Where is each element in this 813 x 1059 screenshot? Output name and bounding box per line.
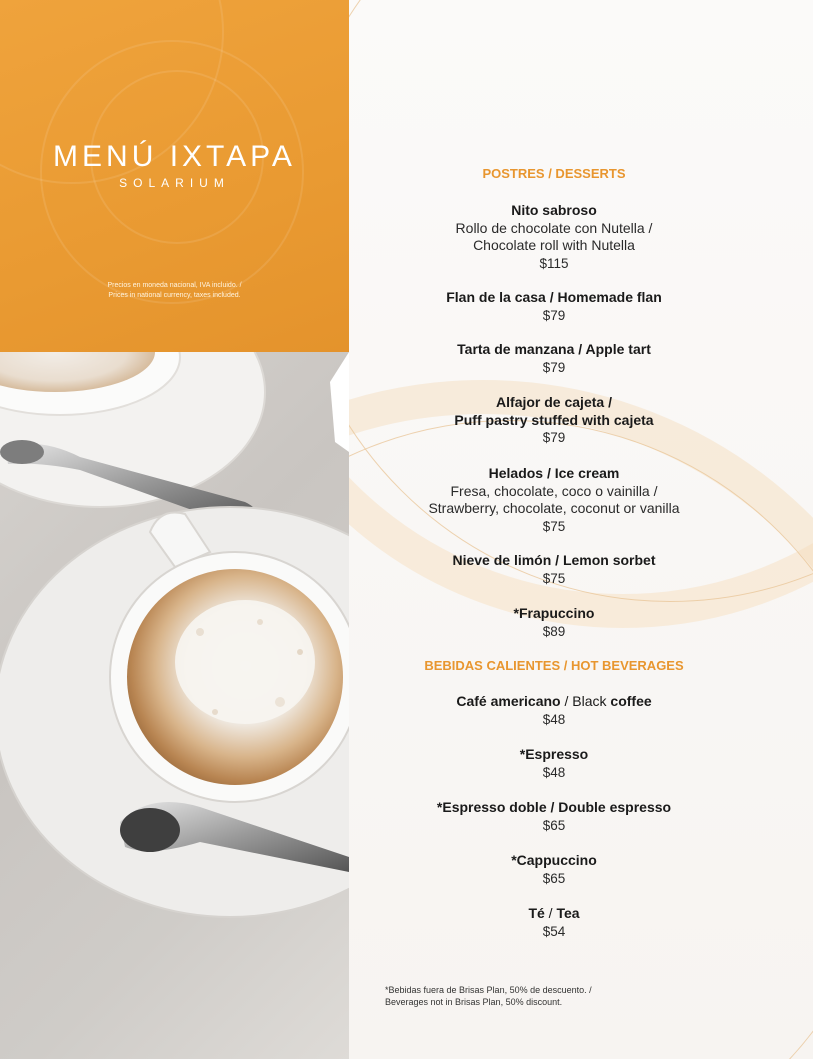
beverages-title: BEBIDAS CALIENTES / HOT BEVERAGES — [424, 658, 684, 673]
menu-item-espresso — [349, 746, 759, 781]
menu-subtitle: SOLARIUM — [119, 176, 230, 190]
item-name-es: Té — [528, 905, 549, 921]
coffee-cups-photo — [0, 352, 349, 1059]
footnote — [385, 984, 705, 1008]
menu-item-frapuccino — [349, 605, 759, 640]
item-name: Alfajor de cajeta / — [496, 394, 612, 410]
item-name: Tarta de manzana / Apple tart — [457, 341, 651, 357]
menu-item-americano — [349, 693, 759, 728]
item-name-en: Tea — [556, 905, 580, 921]
item-desc: Fresa, chocolate, coco o vainilla / — [450, 482, 658, 499]
item-desc: Rollo de chocolate con Nutella / — [455, 219, 653, 236]
item-name-sep: / Black — [560, 693, 611, 709]
item-price: $79 — [542, 430, 566, 445]
price-note — [0, 281, 349, 301]
item-price: $48 — [542, 764, 566, 780]
item-name — [349, 693, 759, 711]
menu-item-apple-tart — [349, 341, 759, 376]
item-name-es: Café americano — [456, 693, 561, 709]
price-note-line-1: Precios en moneda nacional, IVA incluido. / — [107, 282, 242, 289]
menu-item-double-espresso — [349, 799, 759, 834]
item-price: $75 — [542, 518, 566, 534]
footnote-line-2: Beverages not in Brisas Plan, 50% discount. — [385, 997, 563, 1007]
item-price: $79 — [542, 307, 566, 323]
item-name: *Espresso doble / Double espresso — [436, 799, 672, 815]
menu-title: MENÚ IXTAPA — [53, 140, 296, 173]
menu-item-tea — [349, 905, 759, 940]
item-name-en: coffee — [610, 693, 652, 709]
menu-item-alfajor — [349, 394, 759, 447]
item-price: $65 — [542, 870, 566, 886]
item-price: $54 — [542, 923, 566, 939]
item-desc: Chocolate roll with Nutella — [473, 237, 635, 253]
menu-item-flan — [349, 289, 759, 324]
item-price: $48 — [542, 711, 566, 727]
item-desc: Strawberry, chocolate, coconut or vanilla — [428, 500, 680, 516]
item-name: *Frapuccino — [513, 605, 595, 621]
menu-panel — [349, 0, 813, 1059]
item-name: Flan de la casa / Homemade flan — [446, 289, 662, 305]
item-name: Nieve de limón / Lemon sorbet — [452, 552, 656, 568]
item-name: Helados / Ice cream — [488, 465, 620, 481]
brand-block — [0, 0, 349, 352]
item-price: $75 — [542, 570, 566, 586]
item-price: $79 — [542, 359, 566, 375]
left-panel — [0, 0, 349, 1059]
menu-item-ice-cream — [349, 465, 759, 535]
coffee-illustration — [0, 352, 349, 1059]
item-price: $115 — [539, 255, 569, 271]
item-name: Nito sabroso — [511, 202, 597, 218]
menu-content — [349, 0, 813, 1059]
footnote-line-1: *Bebidas fuera de Brisas Plan, 50% de descuento. / — [385, 985, 592, 995]
menu-item-cappuccino — [349, 852, 759, 887]
item-name — [349, 905, 759, 923]
item-name: Puff pastry stuffed with cajeta — [454, 411, 654, 428]
price-note-line-2: Prices in national currency, taxes included. — [108, 292, 241, 299]
item-name-sep: / — [548, 905, 557, 921]
menu-item-nito-sabroso — [349, 202, 759, 272]
item-name: *Espresso — [519, 746, 589, 762]
item-price: $89 — [542, 623, 566, 639]
desserts-title: POSTRES / DESSERTS — [482, 166, 626, 181]
item-price: $65 — [542, 817, 566, 833]
menu-item-lemon-sorbet — [349, 552, 759, 587]
item-name: *Cappuccino — [511, 852, 597, 868]
